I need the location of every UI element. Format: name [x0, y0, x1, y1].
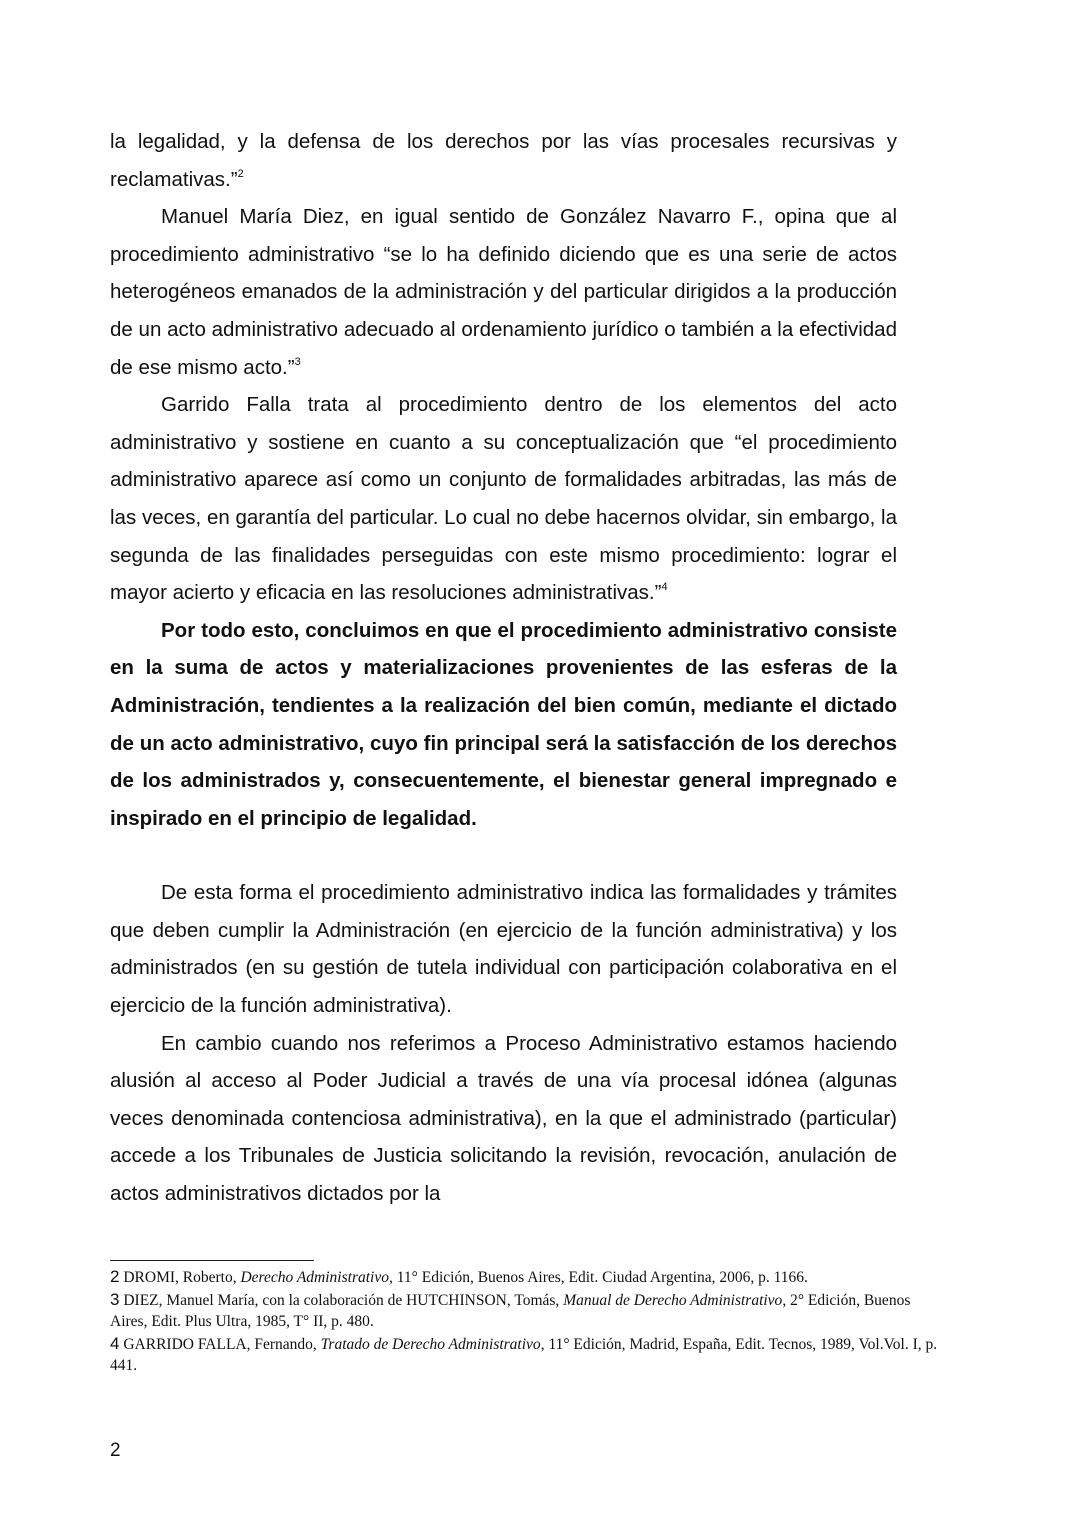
paragraph-2 [110, 198, 897, 386]
footnote-title: Tratado de Derecho Administrativo [320, 1335, 541, 1353]
paragraph-3 [110, 386, 897, 612]
footnote-details: , 11° Edición, Madrid, España, Edit. Tecnos, 1989, Vol.Vol. I, p. 441. [110, 1335, 938, 1374]
footnote-separator [110, 1260, 314, 1261]
paragraph-6: En cambio cuando nos referimos a Proceso Administrativo estamos haciendo alusión al acceso al Poder Judicial a través de una vía procesal idónea (algunas veces denominada contenciosa administrativa), en la que el administrado (particular) accede a los Tribunales de Justicia solicitando la revisión, revocación, anulación de actos administrativos dictados por la [110, 1031, 897, 1206]
footnote-number: 2 [110, 1267, 120, 1286]
footnote-details: , 2° Edición, Buenos Aires, Edit. Plus Ultra, 1985, T° II, p. 480. [110, 1291, 911, 1330]
footnote-details: 11° Edición, Buenos Aires, Edit. Ciudad Argentina, 2006, p. 1166. [392, 1269, 808, 1286]
paragraph-4-conclusion: Por todo esto, concluimos en que el procedimiento administrativo consiste en la suma de actos y materializaciones provenientes de las esferas de la Administración, tendientes a la realización del bien común, mediante el dictado de un acto administrativo, cuyo fin principal será la satisfacción de los derechos de los administrados y, consecuentemente, el bienestar general impregnado e inspirado en el principio de legalidad. [110, 618, 897, 830]
footnote-ref-2: 2 [237, 167, 244, 180]
page-number: 2 [110, 1440, 121, 1461]
footnote-2 [110, 1266, 940, 1289]
footnote-ref-4: 4 [661, 581, 668, 594]
footnote-number: 4 [110, 1333, 120, 1353]
paragraph-spacer [110, 837, 897, 874]
paragraph-text: Manuel María Diez, en igual sentido de González Navarro F., opina que al procedimiento administrativo “se lo ha definido diciendo que es una serie de actos heterogéneos emanados de la administración y del particular dirigidos a la producción de un acto administrativo adecuado al ordenamiento jurídico o también a la efectividad de ese mismo acto.” [110, 205, 897, 379]
footnote-author: DROMI, Roberto, [123, 1269, 241, 1286]
paragraph-5: De esta forma el procedimiento administrativo indica las formalidades y trámites que deben cumplir la Administración (en ejercicio de la función administrativa) y los administrados (en su gestión de tutela individual con participación colaborativa en el ejercicio de la función administrativa). [110, 881, 897, 1018]
footnote-author: DIEZ, Manuel María, con la colaboración de HUTCHINSON, Tomás, [123, 1291, 564, 1309]
body-text [110, 123, 897, 1213]
paragraph-1 [110, 123, 897, 198]
footnote-3 [110, 1289, 940, 1333]
footnote-title: Manual de Derecho Administrativo [563, 1291, 783, 1309]
paragraph-text: la legalidad, y la defensa de los derechos por las vías procesales recursivas y reclamativas.” [110, 130, 897, 191]
footnote-4 [110, 1333, 940, 1377]
footnotes [110, 1266, 940, 1377]
paragraph-text: Garrido Falla trata al procedimiento dentro de los elementos del acto administrativo y sostiene en cuanto a su conceptualización que “el procedimiento administrativo aparece así como un conjunto de formalidades arbitradas, las más de las veces, en garantía del particular. Lo cual no debe hacernos olvidar, sin embargo, la segunda de las finalidades perseguidas con este mismo procedimiento: lograr el mayor acierto y eficacia en las resoluciones administrativas.” [110, 393, 897, 605]
footnote-title: Derecho Administrativo, [240, 1269, 393, 1286]
footnote-author: GARRIDO FALLA, Fernando, [123, 1335, 321, 1353]
footnote-number: 3 [110, 1289, 120, 1309]
footnote-ref-3: 3 [294, 355, 301, 368]
